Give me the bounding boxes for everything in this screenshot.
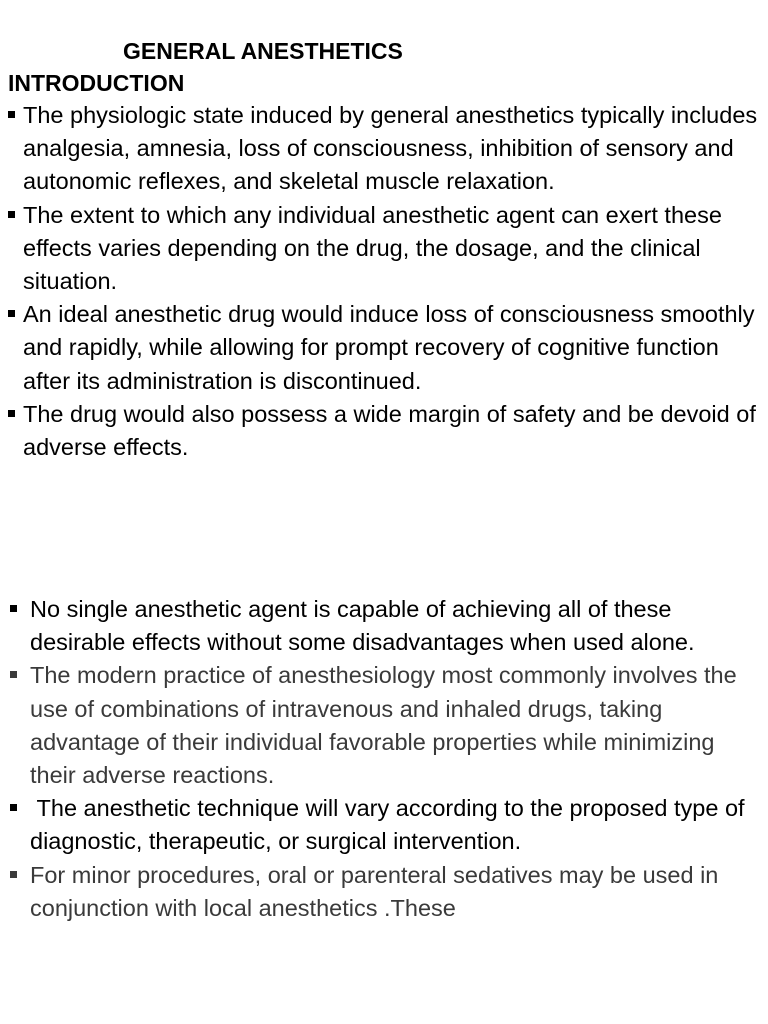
square-bullet-icon <box>8 111 15 118</box>
list-item <box>8 398 760 464</box>
list-item-text: For minor procedures, oral or parenteral sedatives may be used in conjunction with local anesthetics .These <box>30 861 719 921</box>
list-item <box>8 199 760 299</box>
bullet-list-techniques <box>8 593 760 925</box>
page-title: GENERAL ANESTHETICS <box>123 38 403 64</box>
square-bullet-icon <box>10 605 17 612</box>
bullet-list-intro <box>8 99 760 464</box>
list-item-text: The drug would also possess a wide margin of safety and be devoid of adverse effects. <box>23 400 756 461</box>
list-item <box>8 298 760 398</box>
list-item-text: An ideal anesthetic drug would induce loss of consciousness smoothly and rapidly, while allowing for prompt recovery of cognitive function after its administration is discontinued. <box>23 301 755 394</box>
list-item <box>8 99 760 199</box>
list-item <box>8 659 760 792</box>
list-item-text: The extent to which any individual anesthetic agent can exert these effects varies depending on the drug, the dosage, and the clinical situation. <box>23 201 722 295</box>
list-item <box>8 593 760 659</box>
list-item-text: The physiologic state induced by general anesthetics typically includes analgesia, amnesia, loss of consciousness, inhibition of sensory and autonomic reflexes, and skeletal muscle relaxation. <box>23 102 758 195</box>
list-item-text: The modern practice of anesthesiology most commonly involves the use of combinations of intravenous and inhaled drugs, taking advantage of their individual favorable properties while minimizing their adverse reactions. <box>30 662 737 789</box>
section-heading: INTRODUCTION <box>8 70 185 96</box>
list-item-text: No single anesthetic agent is capable of achieving all of these desirable effects without some disadvantages when used alone. <box>30 596 695 656</box>
square-bullet-icon <box>8 410 15 417</box>
list-item <box>8 859 760 925</box>
square-bullet-icon <box>10 871 17 878</box>
list-item <box>8 792 760 858</box>
square-bullet-icon <box>10 804 17 811</box>
square-bullet-icon <box>8 310 15 317</box>
square-bullet-icon <box>8 211 15 218</box>
list-item-text: The anesthetic technique will vary according to the proposed type of diagnostic, therapeutic, or surgical intervention. <box>30 795 752 855</box>
square-bullet-icon <box>10 671 17 678</box>
